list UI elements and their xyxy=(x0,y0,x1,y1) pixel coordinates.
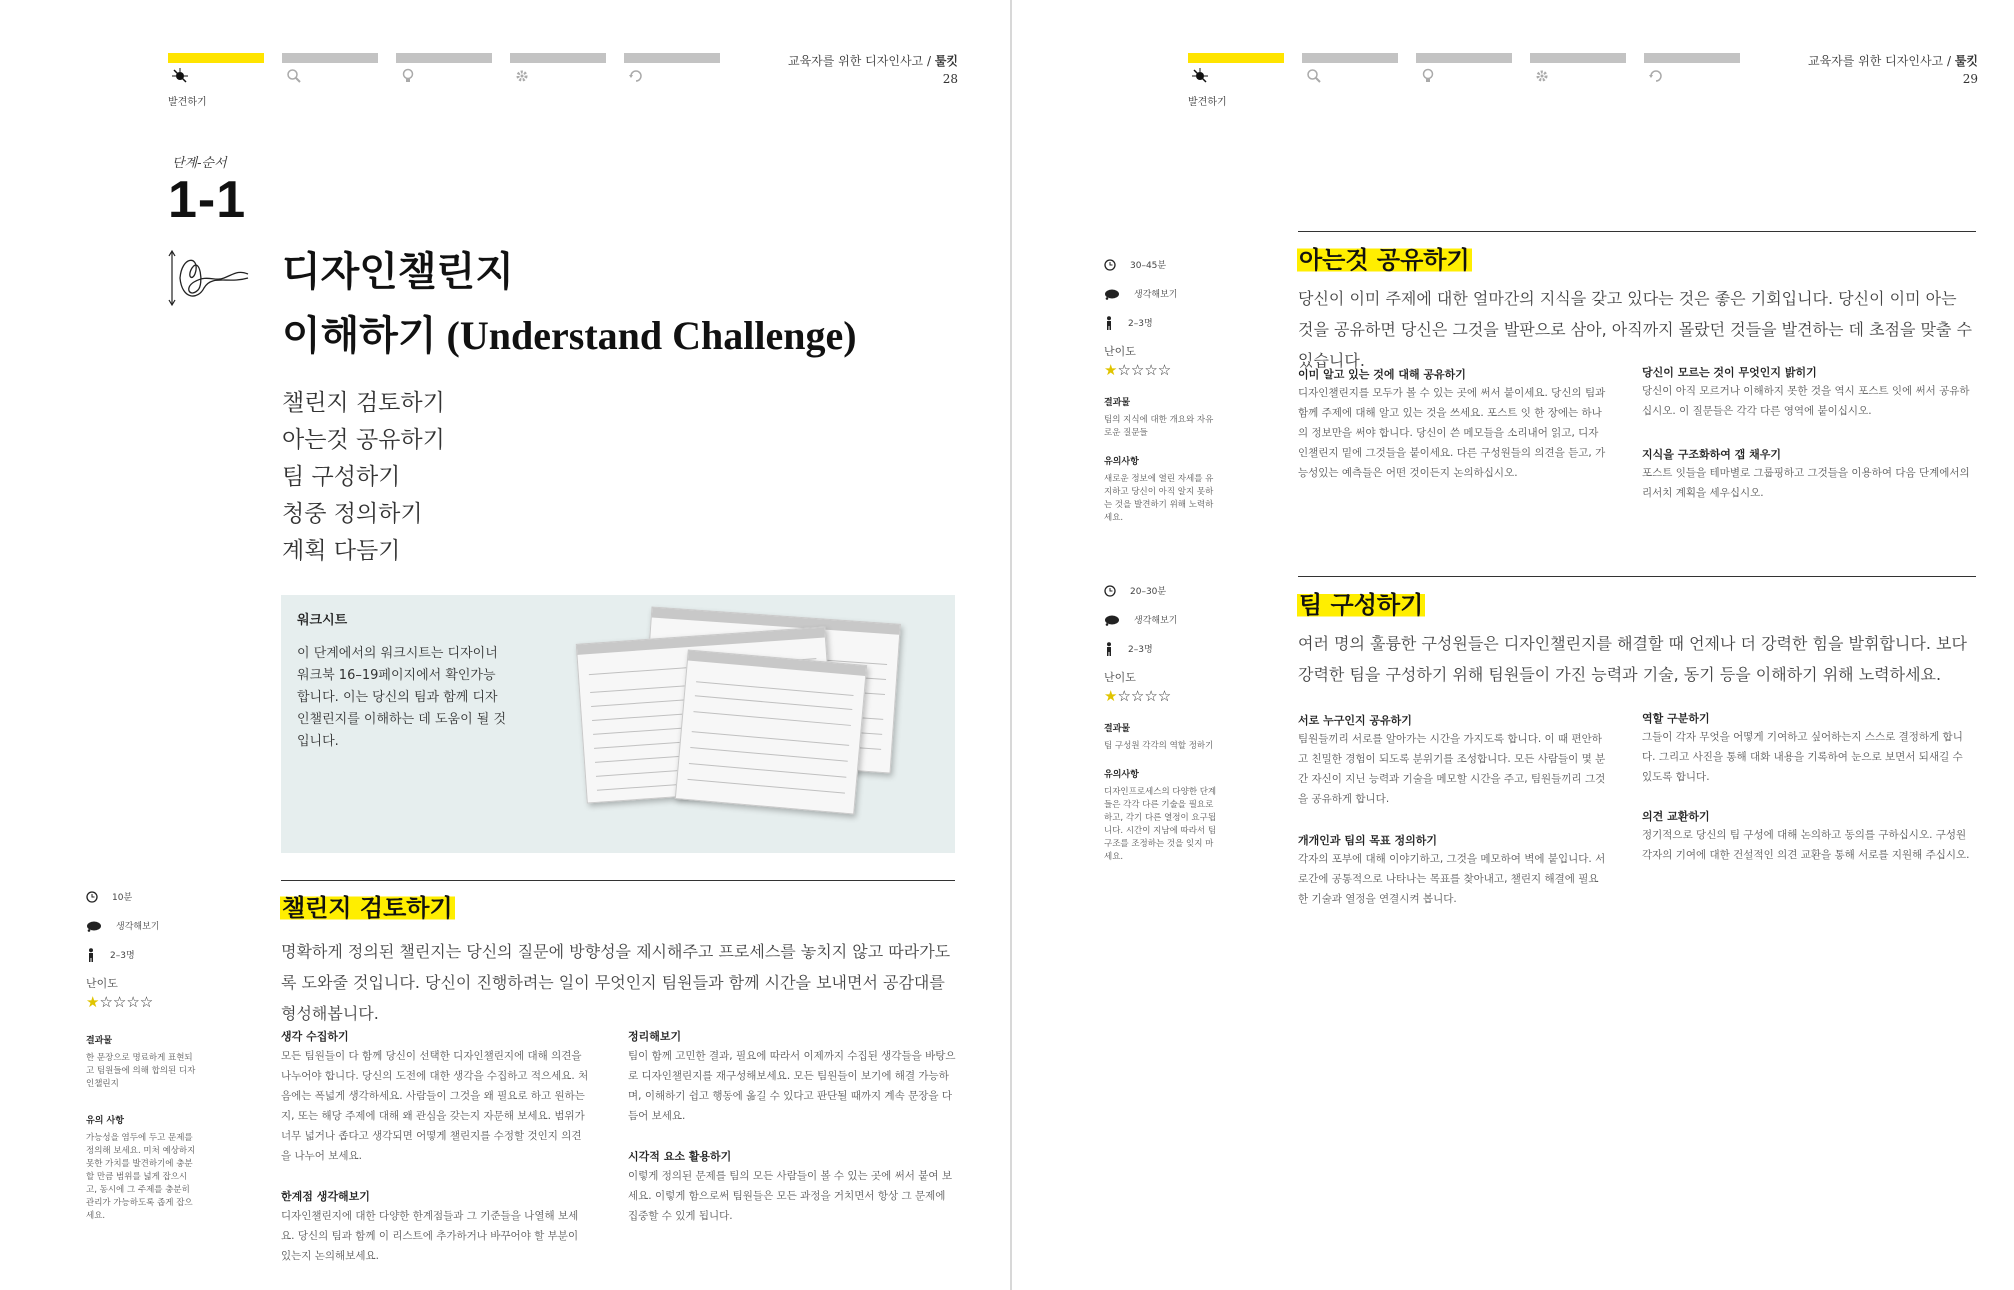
section-title: 아는것 공유하기 xyxy=(1297,240,1472,275)
column-heading: 의견 교환하기 xyxy=(1642,810,1710,823)
difficulty-label: 난이도 xyxy=(1104,345,1136,358)
phase-tab-discover xyxy=(168,53,264,63)
column-heading: 서로 누구인지 공유하기 xyxy=(1298,714,1412,727)
meta-time: 20–30분 xyxy=(1104,576,1219,605)
search-icon xyxy=(282,66,378,88)
running-head: 교육자를 위한 디자인사고 / 툴킷 xyxy=(1807,54,1978,68)
phase-tab-ideate xyxy=(1416,53,1512,63)
column-heading: 지식을 구조화하여 갭 채우기 xyxy=(1642,448,1781,461)
meta-people: 2–3명 xyxy=(1104,308,1219,337)
contents-item: 팀 구성하기 xyxy=(282,464,401,490)
evolution-cycle-icon xyxy=(1644,66,1740,88)
column-heading: 한계점 생각해보기 xyxy=(281,1190,370,1203)
column-text: 각자의 포부에 대해 이야기하고, 그것을 메모하여 벽에 붙입니다. 서로간에 공통적으로 나타나는 목표를 찾아내고, 챌린지 해결에 필요한 기술과 열정을 연결시켜 봅니다. xyxy=(1298,853,1606,905)
clock-icon xyxy=(1104,259,1116,271)
contents-item: 챌린지 검토하기 xyxy=(282,390,445,416)
column-text: 모든 팀원들이 다 함께 당신이 선택한 디자인챌린지에 대해 의견을 나누어야 합니다. 당신의 도전에 대한 생각을 수집하고 적으세요. 처음에는 폭넓게 생각하세요. 사람들이 그것을 왜 필요로 하고 원하는지, 또는 해당 주제에 대해 왜 관심을 갖는지 자문해 보세요. 범위가 너무 넓거나 좁다고 생각되면 어떻게 챌린지를 수정할 것인지 의견을 나누어 보세요. xyxy=(281,1050,589,1162)
phase-progress-tabs xyxy=(1188,53,1740,63)
section-title: 챌린지 검토하기 xyxy=(280,888,455,923)
section-title: 팀 구성하기 xyxy=(1297,585,1425,620)
contents-item: 청중 정의하기 xyxy=(282,501,423,527)
discover-icon xyxy=(1188,66,1284,88)
section-lead: 당신이 이미 주제에 대한 얼마간의 지식을 갖고 있다는 것은 좋은 기회입니다. 당신이 이미 아는 것을 공유하면 당신은 그것을 발판으로 삼아, 아직까지 몰랐던 것들을 발견하는 데 초점을 맞출 수 있습니다. xyxy=(1298,289,1972,370)
result-text: 팀 구성원 각각의 역할 정하기 xyxy=(1104,741,1214,751)
worksheet-text: 이 단계에서의 워크시트는 디자이너 워크북 16–19페이지에서 확인가능 합니다. 이는 당신의 팀과 함께 디자인챌린지를 이해하는 데 도움이 될 것입니다. xyxy=(297,646,507,749)
running-head: 교육자를 위한 디자인사고 / 툴킷 xyxy=(787,54,958,68)
clock-icon xyxy=(86,891,98,903)
clock-icon xyxy=(1104,585,1116,597)
challenge-scribble-icon xyxy=(168,248,252,312)
person-icon xyxy=(86,948,96,962)
column-heading: 개개인과 팀의 목표 정의하기 xyxy=(1298,834,1437,847)
notes-text: 가능성을 염두에 두고 문제를 정의해 보세요. 미처 예상하지 못한 가치를 발견하기에 충분할 만큼 범위를 넓게 잡으시고, 동시에 그 주제를 충분히 관리가 가능하도록 좁게 잡으세요. xyxy=(86,1133,196,1221)
search-icon xyxy=(1302,66,1398,88)
result-text: 한 문장으로 명료하게 표현되고 팀원들에 의해 합의된 디자인챌린지 xyxy=(86,1053,196,1089)
notes-text: 디자인프로세스의 다양한 단계들은 각각 다른 기술을 필요로 하고, 각기 다른 열정이 요구됩니다. 시간이 지남에 따라서 팀 구조를 조정하는 것을 잊지 마세요. xyxy=(1104,787,1217,862)
section-divider xyxy=(281,880,955,881)
contents-item: 아는것 공유하기 xyxy=(282,427,445,453)
notes-heading: 유의사항 xyxy=(1104,457,1139,467)
phase-icons xyxy=(168,66,720,88)
column-text: 팀원들끼리 서로를 알아가는 시간을 가지도록 합니다. 이 때 편안하고 친밀한 경험이 되도록 분위기를 조성합니다. 모든 사람들이 몇 분간 자신이 지닌 능력과 기술을 메모할 시간을 주고, 팀원들끼리 그것을 공유하게 합니다. xyxy=(1298,733,1606,805)
column-text: 팀이 함께 고민한 결과, 필요에 따라서 이제까지 수집된 생각들을 바탕으로 디자인챌린지를 재구성해보세요. 모든 팀원들이 보기에 해결 가능하며, 이해하기 쉽고 행동에 옮길 수 있다고 판단될 때까지 계속 문장을 다듬어 보세요. xyxy=(628,1050,956,1122)
column-text: 포스트 잇들을 테마별로 그룹핑하고 그것들을 이용하여 다음 단계에서의 리서치 계획을 세우십시오. xyxy=(1642,467,1970,499)
column-heading: 당신이 모르는 것이 무엇인지 밝히기 xyxy=(1642,366,1817,379)
phase-tab-interpret xyxy=(1302,53,1398,63)
meta-people: 2–3명 xyxy=(86,940,196,969)
discover-icon xyxy=(168,66,264,88)
phase-label: 발견하기 xyxy=(1188,97,1227,108)
idea-bulb-icon xyxy=(1416,66,1512,88)
column-text: 이렇게 정의된 문제를 팀의 모든 사람들이 볼 수 있는 곳에 써서 붙여 보세요. 이렇게 함으로써 팀원들은 모든 과정을 거치면서 항상 그 문제에 집중할 수 있게 됩니다. xyxy=(628,1170,953,1222)
phase-progress-tabs xyxy=(168,53,720,63)
column-text: 디자인챌린지에 대한 다양한 한계점들과 그 기준들을 나열해 보세요. 당신의 팀과 함께 이 리스트에 추가하거나 바꾸어야 할 부분이 있는지 논의해보세요. xyxy=(281,1210,579,1262)
section-divider xyxy=(1298,576,1976,577)
meta-time: 30–45분 xyxy=(1104,250,1219,279)
phase-tab-ideate xyxy=(396,53,492,63)
column-heading: 시각적 요소 활용하기 xyxy=(628,1150,732,1163)
section-lead: 여러 명의 훌륭한 구성원들은 디자인챌린지를 해결할 때 언제나 더 강력한 힘을 발휘합니다. 보다 강력한 팀을 구성하기 위해 팀원들이 가진 능력과 기술, 동기 등을 이해하기 위해 노력하세요. xyxy=(1298,634,1967,684)
phase-tab-interpret xyxy=(282,53,378,63)
page-title-line-1: 디자인챌린지 xyxy=(282,249,514,294)
section-divider xyxy=(1298,231,1976,232)
notes-heading: 유의 사항 xyxy=(86,1116,124,1126)
difficulty-stars: ★☆☆☆☆ xyxy=(86,993,154,1011)
difficulty-stars: ★☆☆☆☆ xyxy=(1104,361,1172,379)
notes-text: 새로운 정보에 열린 자세를 유지하고 당신이 아직 알지 못하는 것을 발견하기 위해 노력하세요. xyxy=(1104,474,1214,523)
thought-cloud-icon xyxy=(1104,288,1120,300)
idea-bulb-icon xyxy=(396,66,492,88)
result-text: 팀의 지식에 대한 개요와 자유로운 질문들 xyxy=(1104,415,1214,438)
phase-tab-evolve xyxy=(1644,53,1740,63)
column-heading: 생각 수집하기 xyxy=(281,1030,349,1043)
column-heading: 정리해보기 xyxy=(628,1030,682,1043)
experiment-gear-icon xyxy=(1530,66,1626,88)
section-lead: 명확하게 정의된 챌린지는 당신의 질문에 방향성을 제시해주고 프로세스를 놓치지 않고 따라가도록 도와줄 것입니다. 당신이 진행하려는 일이 무엇인지 팀원들과 함께 시간을 보내면서 공감대를 형성해봅니다. xyxy=(281,942,951,1023)
thought-cloud-icon xyxy=(86,920,102,932)
phase-label: 발견하기 xyxy=(168,97,207,108)
result-heading: 결과물 xyxy=(1104,724,1131,734)
page-title-line-2: 이해하기 (Understand Challenge) xyxy=(282,313,857,358)
page-number: 28 xyxy=(942,72,958,86)
step-kicker: 단계-순서 xyxy=(172,156,227,171)
meta-type: 생각해보기 xyxy=(1104,279,1219,308)
phase-icons xyxy=(1188,66,1740,88)
column-heading: 이미 알고 있는 것에 대해 공유하기 xyxy=(1298,368,1466,381)
meta-type: 생각해보기 xyxy=(86,911,196,940)
meta-time: 10분 xyxy=(86,882,196,911)
result-heading: 결과물 xyxy=(86,1036,113,1046)
right-page xyxy=(1012,0,2014,1290)
difficulty-label: 난이도 xyxy=(1104,671,1136,684)
column-text: 정기적으로 당신의 팀 구성에 대해 논의하고 동의를 구하십시오. 구성원 각자의 기여에 대한 건설적인 의견 교환을 통해 서로를 지원해 주십시오. xyxy=(1642,829,1970,861)
worksheet-title: 워크시트 xyxy=(297,613,348,628)
worksheet-thumbnail xyxy=(675,649,867,814)
phase-tab-experiment xyxy=(510,53,606,63)
activity-meta xyxy=(1104,250,1219,525)
step-contents-list xyxy=(282,384,445,569)
activity-meta xyxy=(86,882,196,1223)
difficulty-label: 난이도 xyxy=(86,977,118,990)
person-icon xyxy=(1104,316,1114,330)
column-text: 당신이 아직 모르거나 이해하지 못한 것을 역시 포스트 잇에 써서 공유하십시오. 이 질문들은 각각 다른 영역에 붙이십시오. xyxy=(1642,385,1970,417)
phase-tab-evolve xyxy=(624,53,720,63)
evolution-cycle-icon xyxy=(624,66,720,88)
column-text: 그들이 각자 무엇을 어떻게 기여하고 싶어하는지 스스로 결정하게 합니다. 그리고 사진을 통해 대화 내용을 기록하여 눈으로 보면서 되새길 수 있도록 합니다. xyxy=(1642,731,1963,783)
contents-item: 계획 다듬기 xyxy=(282,538,401,564)
page-number: 29 xyxy=(1962,72,1978,86)
column-text: 디자인챌린지를 모두가 볼 수 있는 곳에 써서 붙이세요. 당신의 팀과 함께 주제에 대해 알고 있는 것을 쓰세요. 포스트 잇 한 장에는 하나의 정보만을 써야 합니다. 당신이 쓴 메모들을 소리내어 읽고, 디자인챌린지 밑에 그것들을 붙이세요. 다른 구성원들의 의견을 듣고, 가능성있는 예측들은 어떤 것이든지 논의하십시오. xyxy=(1298,387,1606,479)
person-icon xyxy=(1104,642,1114,656)
phase-tab-discover xyxy=(1188,53,1284,63)
worksheet-callout xyxy=(281,595,955,853)
result-heading: 결과물 xyxy=(1104,398,1131,408)
phase-tab-experiment xyxy=(1530,53,1626,63)
activity-meta xyxy=(1104,576,1219,864)
experiment-gear-icon xyxy=(510,66,606,88)
step-number: 1-1 xyxy=(168,171,247,229)
meta-people: 2–3명 xyxy=(1104,634,1219,663)
notes-heading: 유의사항 xyxy=(1104,770,1139,780)
difficulty-stars: ★☆☆☆☆ xyxy=(1104,687,1172,705)
column-heading: 역할 구분하기 xyxy=(1642,712,1710,725)
thought-cloud-icon xyxy=(1104,614,1120,626)
meta-type: 생각해보기 xyxy=(1104,605,1219,634)
